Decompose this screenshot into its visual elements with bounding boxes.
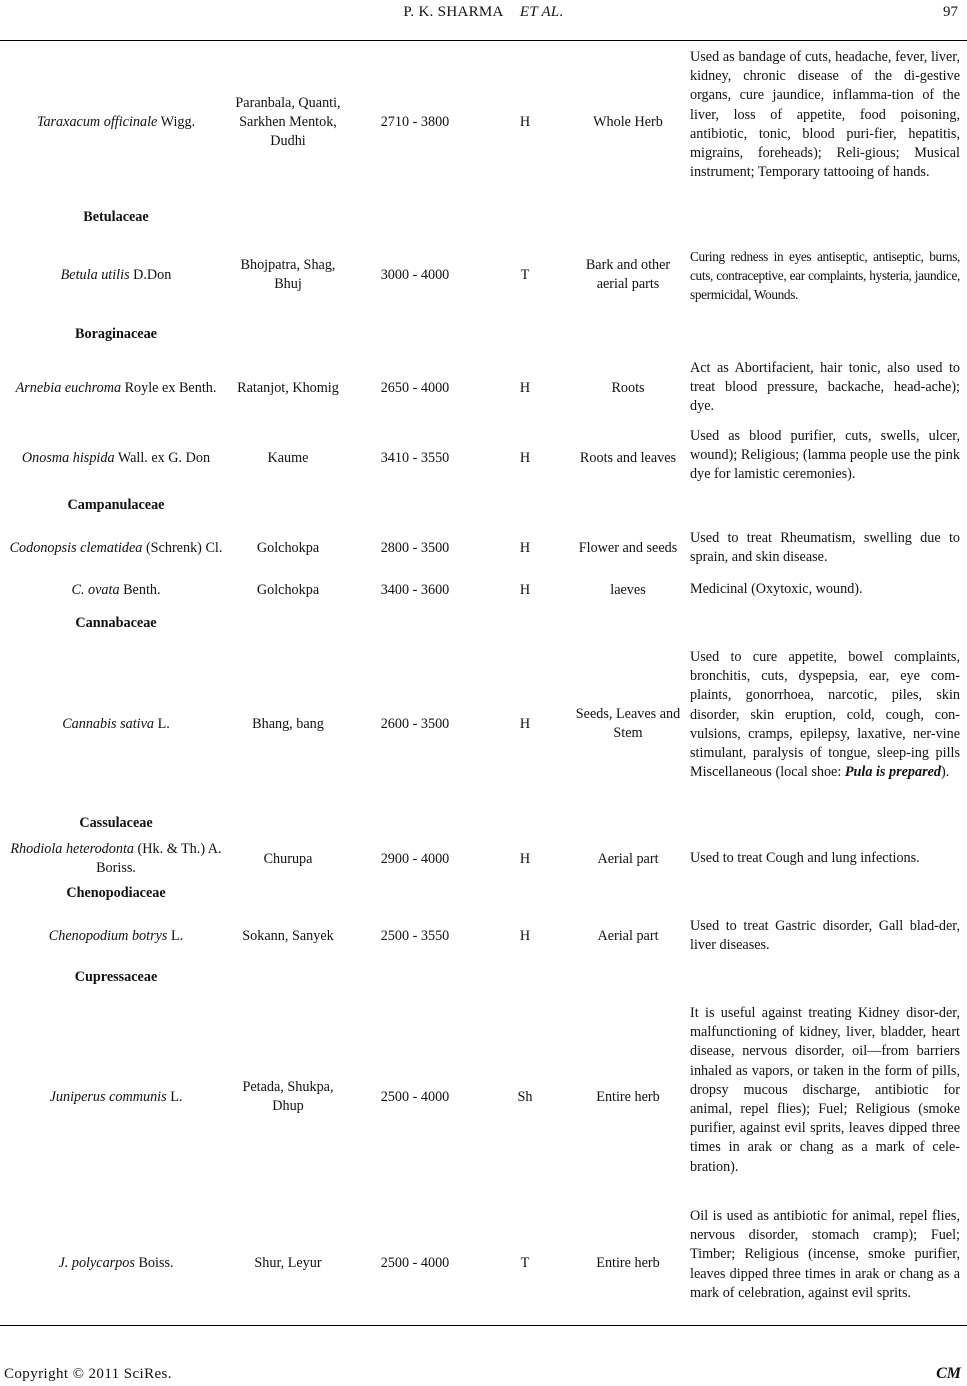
local-name-cell: Golchokpa	[256, 581, 320, 598]
part-used-cell: Bark and other aerial parts	[585, 257, 671, 292]
part-used-cell: Roots	[611, 379, 645, 396]
species-name: Taraxacum officinale	[36, 113, 158, 130]
species-authority: Boiss.	[134, 1254, 174, 1271]
species-authority: Benth.	[119, 581, 161, 598]
species-name: Chenopodium botrys	[48, 927, 168, 944]
uses-cell: Used to treat Rheumatism, swelling due to sprain, and skin disease.	[690, 530, 960, 566]
local-name-cell: Bhojpatra, Shag, Bhuj	[240, 257, 336, 292]
altitude-cell: 2900 - 4000	[380, 850, 450, 867]
uses-cell	[690, 648, 960, 800]
uses-text: Used to cure appetite, bowel complaints, bronchitis, cuts, dyspepsia, ear, eye com-plaints, gonorrhoea, narcotic, piles, skin disorder, skin eruption, cold, cough, con-vulsions, cramps, epilepsy, laxative, ner-vine stimulant, paralysis of tongue, sleep-ing pills Miscellaneous (local shoe:	[690, 649, 960, 781]
species-cell	[0, 580, 232, 600]
part-used-cell: Roots and leaves	[579, 449, 677, 466]
table-row	[0, 916, 967, 956]
part-used-cell: Aerial part	[597, 927, 659, 944]
page-number: 97	[943, 4, 958, 20]
top-rule	[0, 40, 967, 41]
part-used-cell: Entire herb	[596, 1254, 660, 1271]
local-name-cell: Golchokpa	[256, 539, 320, 556]
species-name: Onosma hispida	[21, 449, 115, 466]
header-et-al: ET AL.	[519, 4, 564, 20]
table-row	[0, 1207, 967, 1319]
species-authority: Wall. ex G. Don	[114, 449, 211, 466]
altitude-cell: 2650 - 4000	[380, 379, 450, 396]
altitude-cell: 2500 - 4000	[380, 1254, 450, 1271]
local-name-cell: Ratanjot, Khomig	[237, 379, 339, 396]
species-cell	[0, 528, 232, 568]
table-row	[0, 580, 967, 600]
journal-abbrev: CM	[936, 1365, 961, 1382]
table-row	[0, 1004, 967, 1190]
bottom-rule	[0, 1325, 967, 1326]
uses-cell: Oil is used as antibiotic for animal, repel flies, nervous disorder, stomach cramp); Fuel; Timber; Religious (incense, smoke purifier, leaves dipped three times in arak or chang as a mark of celebration, against evil sprits.	[690, 1208, 960, 1301]
altitude-cell: 2600 - 3500	[380, 715, 450, 732]
habit-cell: H	[519, 539, 531, 556]
species-name: Juniperus communis	[49, 1088, 167, 1105]
running-header	[0, 4, 967, 28]
altitude-cell: 2710 - 3800	[380, 113, 450, 130]
local-name-cell: Paranbala, Quanti, Sarkhen Mentok, Dudhi	[235, 94, 341, 149]
habit-cell: H	[519, 113, 531, 130]
habit-cell: T	[520, 266, 530, 283]
altitude-cell: 2500 - 4000	[380, 1088, 450, 1105]
part-used-cell: Flower and seeds	[578, 539, 678, 556]
species-name: Betula utilis	[60, 266, 130, 283]
uses-cell: Used to treat Cough and lung infections.	[690, 850, 920, 866]
altitude-cell: 2800 - 3500	[380, 539, 450, 556]
local-name-cell: Sokann, Sanyek	[242, 927, 334, 944]
uses-cell: Used as bandage of cuts, headache, fever, liver, kidney, chronic disease of the di-gestive organs, cure jaundice, inflamma-tion of the liver, loss of appetite, food poisoning, antibiotic, tonic, blood puri-fier, hepatitis, migrains, foreheads); Reli-gious; Musical instrument; Temporary tattooing of hands.	[690, 49, 960, 181]
species-authority: Royle ex Benth.	[121, 379, 217, 396]
local-name-cell: Bhang, bang	[252, 715, 324, 732]
header-authors: P. K. SHARMA	[403, 4, 504, 20]
species-cell	[0, 1207, 232, 1319]
habit-cell: H	[519, 927, 531, 944]
species-authority: L.	[166, 1088, 183, 1105]
species-name: C. ovata	[71, 581, 120, 598]
species-cell	[0, 427, 232, 489]
habit-cell: H	[519, 449, 531, 466]
altitude-cell: 2500 - 3550	[380, 927, 450, 944]
table-row	[0, 243, 967, 307]
species-cell	[0, 48, 232, 196]
family-heading: Boraginaceae	[75, 326, 157, 342]
table-row	[0, 839, 967, 879]
species-cell	[0, 839, 232, 879]
uses-text-end: ).	[941, 764, 950, 781]
species-cell	[0, 243, 232, 307]
species-name: Rhodiola heterodonta	[10, 841, 134, 857]
family-heading: Cassulaceae	[79, 815, 153, 831]
family-heading: Cupressaceae	[74, 969, 158, 985]
part-used-cell: Whole Herb	[593, 113, 663, 130]
altitude-cell: 3000 - 4000	[380, 266, 450, 283]
family-heading: Betulaceae	[83, 209, 149, 225]
uses-cell: Curing redness in eyes antiseptic, antiseptic, burns, cuts, contraceptive, ear complaints, hysteria, jaundice, spermicidal, Wounds.	[690, 249, 960, 302]
table-row	[0, 427, 967, 489]
species-name: Cannabis sativa	[62, 715, 155, 732]
uses-cell: It is useful against treating Kidney disor-der, malfunctioning of kidney, liver, bladder, heart disease, nervous disorder, oil―from barriers inhaled as vapors, or taken in the form of pills, dropsy mucous discharge, antibiotic for animal, repel flies); Fuel; Religious (smoke purifier, against evil sprits, leaves dipped three times in arak or chang as a mark of cele-bration).	[690, 1005, 960, 1175]
family-heading: Campanulaceae	[67, 497, 165, 513]
part-used-cell: laeves	[610, 581, 646, 598]
running-title	[0, 4, 967, 21]
local-name-cell: Shur, Leyur	[254, 1254, 322, 1271]
species-authority: (Schrenk) Cl.	[142, 539, 223, 556]
table-row	[0, 528, 967, 568]
habit-cell: H	[519, 379, 531, 396]
habit-cell: H	[519, 715, 531, 732]
species-cell	[0, 357, 232, 419]
local-name-cell: Kaume	[267, 449, 309, 466]
table-row	[0, 357, 967, 419]
uses-cell: Used to treat Gastric disorder, Gall blad-der, liver diseases.	[690, 918, 960, 954]
altitude-cell: 3400 - 3600	[380, 581, 450, 598]
uses-cell: Act as Abortifacient, hair tonic, also used to treat blood pressure, backache, head-ache); dye.	[690, 360, 960, 415]
table-row	[0, 48, 967, 196]
altitude-cell: 3410 - 3550	[380, 449, 450, 466]
family-heading: Cannabaceae	[75, 615, 157, 631]
uses-cell: Used as blood purifier, cuts, swells, ulcer, wound); Religious; (lamma people use the pink dye for lamistic ceremonies).	[690, 428, 960, 483]
habit-cell: T	[520, 1254, 530, 1271]
species-name: Codonopsis clematidea	[9, 539, 143, 556]
local-name-cell: Petada, Shukpa, Dhup	[242, 1079, 334, 1114]
local-name-cell: Churupa	[263, 850, 313, 867]
species-name: Arnebia euchroma	[15, 379, 122, 396]
species-authority: Wigg.	[157, 113, 196, 130]
species-authority: (Hk. & Th.) A. Boriss.	[96, 841, 222, 876]
copyright-notice: Copyright © 2011 SciRes.	[4, 1366, 172, 1382]
species-authority: L.	[167, 927, 184, 944]
species-name: J. polycarpos	[58, 1254, 135, 1271]
habit-cell: Sh	[517, 1088, 533, 1105]
species-cell	[0, 1004, 232, 1190]
uses-cell: Medicinal (Oxytoxic, wound).	[690, 581, 863, 597]
species-cell	[0, 916, 232, 956]
species-cell	[0, 648, 232, 800]
species-authority: L.	[154, 715, 170, 732]
habit-cell: H	[519, 850, 531, 867]
habit-cell: H	[519, 581, 531, 598]
table-row	[0, 648, 967, 800]
uses-emphasis: Pula is prepared	[844, 764, 942, 781]
part-used-cell: Entire herb	[596, 1088, 660, 1105]
species-authority: D.Don	[129, 266, 172, 283]
part-used-cell: Aerial part	[597, 850, 659, 867]
family-heading: Chenopodiaceae	[66, 885, 166, 901]
part-used-cell: Seeds, Leaves and Stem	[575, 706, 681, 741]
